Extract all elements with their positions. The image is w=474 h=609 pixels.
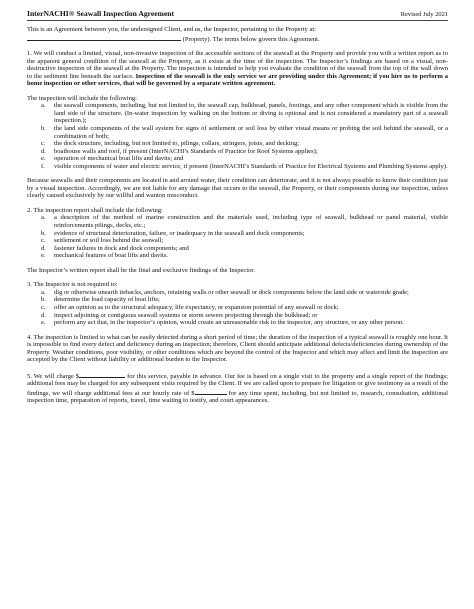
list-item: b. evidence of structural deterioration, failure, or inadequacy in the seawall and dock components; bbox=[41, 229, 305, 237]
list-item: e. mechanical features of boat lifts and davits. bbox=[41, 252, 168, 260]
section-1 bbox=[27, 50, 448, 88]
list-item: c. the dock structure, including, but not limited to, pilings, collars, stringers, joists, and decking; bbox=[41, 140, 300, 148]
list-item: e. operation of mechanical boat lifts and davits; and bbox=[41, 155, 184, 163]
list-item: d. boathouse walls and roof, if present (InterNACHI’s Standards of Practice for Roof Systems applies); bbox=[41, 147, 318, 155]
section-1-bold-text: Inspection of the seawall is the only service we are providing under this Agreement; if you hire us to perform a home inspection or other services, that will be governed by a separate written agreement. bbox=[27, 72, 448, 88]
document-header bbox=[27, 9, 448, 21]
fee-amount-blank[interactable] bbox=[79, 371, 125, 378]
inclusions-intro: The inspection will include the following: bbox=[27, 94, 138, 102]
list-item: b. determine the load capacity of boat lifts; bbox=[41, 296, 160, 304]
revision-date: Revised July 2021 bbox=[400, 11, 448, 18]
report-contents-list bbox=[27, 214, 448, 259]
intro-line-1: This is an Agreement between you, the undersigned Client, and us, the Inspector, pertaining to the Property at: bbox=[27, 26, 317, 33]
property-address-blank[interactable] bbox=[27, 34, 181, 41]
list-item: d. fastener failures in dock and dock components; and bbox=[41, 244, 189, 252]
list-item: a. the seawall components, including, but not limited to, the seawall cap, bulkhead, panels, footings, and any other component which is visible from the land side of the structure. (In-water inspection by walking on the bottom or diving is optional and is not considered a mandatory part of a seawall inspection.); bbox=[41, 102, 448, 125]
inclusions-list bbox=[27, 102, 448, 170]
final-report-paragraph: The Inspector’s written report shall be the final and exclusive findings of the Inspector. bbox=[27, 266, 255, 274]
hourly-rate-blank[interactable] bbox=[195, 388, 227, 395]
section-5: 5. We will charge $ for this service, payable in advance. Our fee is based on a single visit to the property and a single report of the findings; additional fees may be charged for any subsequent visits required by the Client. If we are called upon to prepare for litigation or give testimony as a result of the findings, we will charge additional fees at our hourly rate of $ for any time spent, including, but not limited to, research, consultation, additional inspection time, preparation of reports, travel, time waiting to testify, and court appearances. bbox=[27, 372, 448, 405]
document-title: InterNACHI® Seawall Inspection Agreement bbox=[27, 9, 175, 18]
intro-paragraph bbox=[27, 26, 448, 43]
list-item: e. perform any act that, in the inspector’s opinion, would create an unreasonable risk to the inspector, any structure, or any other person. bbox=[41, 319, 404, 327]
exclusions-list bbox=[27, 289, 448, 327]
list-item: f. visible components of water and electric service, if present (InterNACHI’s Standards of Practice for Electrical Systems and Plumbing Systems apply). bbox=[41, 162, 448, 170]
list-item: d. inspect adjoining or contiguous seawall systems or storm sewers projecting through the bulkhead; or bbox=[41, 311, 318, 319]
list-item: b. the land side components of the wall system for signs of settlement or soil loss by either visual means or probing the soil behind the seawall, or a combination of both; bbox=[41, 125, 448, 140]
list-item: c. offer an opinion as to the structural adequacy, life expectancy, or expansion potential of any seawall or dock; bbox=[41, 303, 339, 311]
list-item: c. settlement or soil loss behind the seawall; bbox=[41, 237, 164, 245]
liability-paragraph: Because seawalls and their components are located in and around water, their condition can deteriorate, and it is not always possible to know their condition just by a visual inspection. Accordingly, we are not liable for any damage that occurs to the seawall, the Property, or their components during our inspection, unless clearly caused exclusively by our willful and wanton misconduct. bbox=[27, 177, 448, 200]
exclusions-intro: 3. The Inspector is not required to: bbox=[27, 281, 118, 289]
intro-line-2: (Property). The terms below govern this Agreement. bbox=[182, 35, 320, 43]
report-contents-intro: 2. The inspection report shall include the following: bbox=[27, 206, 163, 214]
section-1-text: 1. We will conduct a limited, visual, non-invasive inspection of the accessible sections of the seawall at the Property and provide you with a written report as to the apparent general condition of the seawall at the Property, as it exists at the time of the inspection. The Inspector’s findings are based on a visual, non-destructive inspection of the seawall at the Property. The inspection is intended to help you evaluate the condition of the seawall from the top of the wall down to the sediment line beneath the surface. bbox=[27, 50, 448, 80]
list-item: a. dig or otherwise unearth tiebacks, anchors, retaining walls or other seawall or dock components below the land side or waterside grade; bbox=[41, 288, 409, 296]
section-4: 4. The inspection is limited to what can be easily detected during a short period of time; the duration of the inspection of a typical seawall is roughly one hour. It is impossible to find every defect and deficiency during an inspection; therefore, Client should anticipate additional defects/deficiencies during ownership of the Property. Weather conditions, poor visibility, or other conditions which are beyond the control of the Inspector and which may affect and limit the inspection are accepted by the Client without liability or additional burden to the Inspector. bbox=[27, 333, 448, 364]
list-item: a. a description of the method of marine construction and the materials used, including type of seawall, bulkhead or panel material, visible reinforcements pilings, decks, etc.; bbox=[41, 214, 448, 230]
